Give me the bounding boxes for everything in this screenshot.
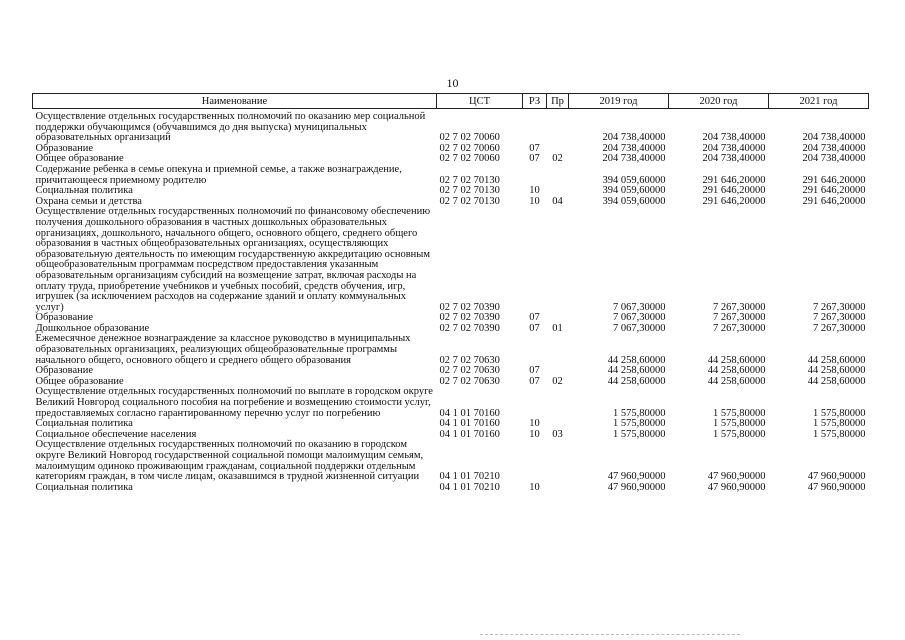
row-amount-2020: 204 738,40000 <box>702 142 766 154</box>
header-pr: Пр <box>547 94 569 109</box>
row-amount-2020: 47 960,90000 <box>707 471 766 483</box>
row-rz <box>523 387 547 419</box>
row-cst: 02 7 02 70060 <box>439 132 500 144</box>
row-amount-2019: 204 738,40000 <box>602 132 666 144</box>
row-rz: 07 <box>529 375 540 387</box>
row-amount-2021: 291 646,20000 <box>802 174 866 186</box>
row-name: Дошкольное образование <box>35 322 150 334</box>
row-amount-2019: 394 059,60000 <box>602 174 666 186</box>
row-cst: 02 7 02 70390 <box>439 322 500 334</box>
row-amount-2019: 47 960,90000 <box>607 481 666 493</box>
row-rz <box>523 207 547 313</box>
row-pr <box>547 387 569 419</box>
row-amount-2019: 1 575,80000 <box>613 428 666 440</box>
table-row <box>33 387 869 419</box>
row-name: Социальная политика <box>35 481 133 493</box>
row-rz: 07 <box>529 365 540 377</box>
row-rz: 10 <box>529 428 540 440</box>
row-rz <box>523 334 547 366</box>
table-header <box>33 94 869 113</box>
row-rz: 10 <box>529 185 540 197</box>
row-rz <box>523 440 547 482</box>
row-amount-2021: 1 575,80000 <box>813 407 866 419</box>
row-cst: 04 1 01 70210 <box>439 471 500 483</box>
row-amount-2019: 7 067,30000 <box>613 312 666 324</box>
row-amount-2019: 44 258,60000 <box>607 354 666 366</box>
row-name: Ежемесячное денежное вознаграждение за классное руководство в муниципальных образовательных организациях, реализующих общеобразовательные программы начального общего, основного общего и среднего общего образования <box>35 333 411 366</box>
row-amount-2021: 44 258,60000 <box>807 365 866 377</box>
row-amount-2021: 204 738,40000 <box>802 153 866 165</box>
header-2021: 2021 год <box>769 94 869 109</box>
row-amount-2020: 7 267,30000 <box>713 312 766 324</box>
header-cst: ЦСТ <box>437 94 523 109</box>
row-cst: 02 7 02 70130 <box>439 195 500 207</box>
row-amount-2021: 7 267,30000 <box>813 301 866 313</box>
row-amount-2021: 44 258,60000 <box>807 375 866 387</box>
table-row <box>33 440 869 482</box>
row-cst: 04 1 01 70160 <box>439 428 500 440</box>
row-amount-2021: 204 738,40000 <box>802 142 866 154</box>
row-amount-2020: 44 258,60000 <box>707 375 766 387</box>
page-number: 10 <box>446 76 459 90</box>
row-pr: 02 <box>552 153 563 165</box>
header-name: Наименование <box>33 94 437 109</box>
row-amount-2019: 7 067,30000 <box>613 322 666 334</box>
row-amount-2020: 44 258,60000 <box>707 354 766 366</box>
row-amount-2020: 291 646,20000 <box>702 174 766 186</box>
row-amount-2019: 44 258,60000 <box>607 375 666 387</box>
row-pr <box>547 112 569 144</box>
row-amount-2019: 394 059,60000 <box>602 185 666 197</box>
row-amount-2021: 47 960,90000 <box>807 481 866 493</box>
row-cst: 04 1 01 70160 <box>439 418 500 430</box>
row-amount-2020: 44 258,60000 <box>707 365 766 377</box>
row-amount-2019: 47 960,90000 <box>607 471 666 483</box>
row-name: Осуществление отдельных государственных полномочий по выплате в городском округе Великий Новгород социального пособия на погребение и возмещению стоимости услуг, предоставляемых согласно гарантированному перечню услуг по погребению <box>35 386 433 419</box>
row-pr: 01 <box>552 322 563 334</box>
footer-rule <box>480 634 740 635</box>
row-cst: 02 7 02 70060 <box>439 142 500 154</box>
row-cst: 02 7 02 70390 <box>439 312 500 324</box>
row-rz: 07 <box>529 312 540 324</box>
row-name: Социальное обеспечение населения <box>35 428 197 440</box>
header-2019: 2019 год <box>569 94 669 109</box>
table-body <box>33 112 869 493</box>
row-name: Общее образование <box>35 375 124 387</box>
row-amount-2019: 7 067,30000 <box>613 301 666 313</box>
row-cst: 02 7 02 70130 <box>439 185 500 197</box>
row-cst: 02 7 02 70630 <box>439 354 500 366</box>
row-amount-2020: 291 646,20000 <box>702 195 766 207</box>
row-amount-2021: 204 738,40000 <box>802 132 866 144</box>
row-cst: 02 7 02 70630 <box>439 375 500 387</box>
row-amount-2021: 291 646,20000 <box>802 195 866 207</box>
table-row <box>33 112 869 144</box>
row-amount-2021: 1 575,80000 <box>813 418 866 430</box>
row-name: Социальная политика <box>35 418 133 430</box>
row-rz: 10 <box>529 481 540 493</box>
row-cst: 02 7 02 70390 <box>439 301 500 313</box>
row-name: Общее образование <box>35 153 124 165</box>
row-pr <box>547 334 569 366</box>
row-name: Осуществление отдельных государственных полномочий по оказанию мер социальной поддержки обучающимся (обучавшимся до дня выпуска) муниципальных образовательных организаций <box>35 111 426 144</box>
row-amount-2020: 1 575,80000 <box>713 428 766 440</box>
header-rz: РЗ <box>523 94 547 109</box>
row-pr <box>547 165 569 186</box>
row-amount-2020: 1 575,80000 <box>713 407 766 419</box>
row-amount-2019: 44 258,60000 <box>607 365 666 377</box>
row-amount-2021: 291 646,20000 <box>802 185 866 197</box>
budget-table <box>32 93 869 493</box>
row-name: Содержание ребенка в семье опекуна и приемной семье, а также вознаграждение, причитающееся приемному родителю <box>35 163 402 186</box>
row-amount-2020: 204 738,40000 <box>702 132 766 144</box>
header-2020: 2020 год <box>669 94 769 109</box>
row-rz: 10 <box>529 418 540 430</box>
row-amount-2020: 1 575,80000 <box>713 418 766 430</box>
row-amount-2019: 394 059,60000 <box>602 195 666 207</box>
row-amount-2021: 44 258,60000 <box>807 354 866 366</box>
row-cst: 02 7 02 70630 <box>439 365 500 377</box>
row-name: Осуществление отдельных государственных полномочий по финансовому обеспечению получения дошкольного образования в частных дошкольных образовательных организациях, дошкольного, начального общего, основного общего, среднего общего образования в частных общеобразовательных организациях, осуществляющих образовательную деятельность по имеющим государственную аккредитацию основным общеобразовательным программам посредством предоставления указанным образовательным организациям субсидий на возмещение затрат, включая расходы на оплату труда, приобретение учебников и учебных пособий, средств обучения, игр, игрушек (за исключением расходов на содержание зданий и оплату коммунальных услуг) <box>35 206 431 313</box>
row-name: Социальная политика <box>35 185 133 197</box>
row-amount-2019: 1 575,80000 <box>613 407 666 419</box>
row-name: Охрана семьи и детства <box>35 195 142 207</box>
row-cst: 02 7 02 70130 <box>439 174 500 186</box>
row-amount-2021: 47 960,90000 <box>807 471 866 483</box>
row-rz: 07 <box>529 322 540 334</box>
row-cst: 04 1 01 70210 <box>439 481 500 493</box>
row-rz: 07 <box>529 142 540 154</box>
row-amount-2020: 47 960,90000 <box>707 481 766 493</box>
row-amount-2021: 7 267,30000 <box>813 312 866 324</box>
row-pr: 03 <box>552 428 563 440</box>
row-pr <box>547 483 569 494</box>
row-rz <box>523 112 547 144</box>
table-row <box>33 483 869 494</box>
row-pr: 04 <box>552 195 563 207</box>
row-amount-2020: 7 267,30000 <box>713 322 766 334</box>
row-pr <box>547 440 569 482</box>
row-amount-2019: 1 575,80000 <box>613 418 666 430</box>
row-name: Осуществление отдельных государственных полномочий по оказанию в городском округе Великий Новгород государственной социальной помощи малоимущим семьям, малоимущим одиноко проживающим гражданам, социальной поддержки отдельным категориям граждан, в том числе лицам, оказавшимся в трудной жизненной ситуации <box>35 439 424 483</box>
row-rz: 10 <box>529 195 540 207</box>
row-name: Образование <box>35 365 94 377</box>
table-row <box>33 334 869 366</box>
row-amount-2021: 1 575,80000 <box>813 428 866 440</box>
row-rz: 07 <box>529 153 540 165</box>
table-row <box>33 165 869 186</box>
row-name: Образование <box>35 312 94 324</box>
row-amount-2021: 7 267,30000 <box>813 322 866 334</box>
row-amount-2020: 291 646,20000 <box>702 185 766 197</box>
row-cst: 04 1 01 70160 <box>439 407 500 419</box>
row-amount-2019: 204 738,40000 <box>602 142 666 154</box>
row-cst: 02 7 02 70060 <box>439 153 500 165</box>
row-rz <box>523 165 547 186</box>
row-amount-2020: 7 267,30000 <box>713 301 766 313</box>
table-row <box>33 207 869 313</box>
row-name: Образование <box>35 142 94 154</box>
row-pr <box>547 207 569 313</box>
row-pr: 02 <box>552 375 563 387</box>
row-amount-2020: 204 738,40000 <box>702 153 766 165</box>
row-amount-2019: 204 738,40000 <box>602 153 666 165</box>
